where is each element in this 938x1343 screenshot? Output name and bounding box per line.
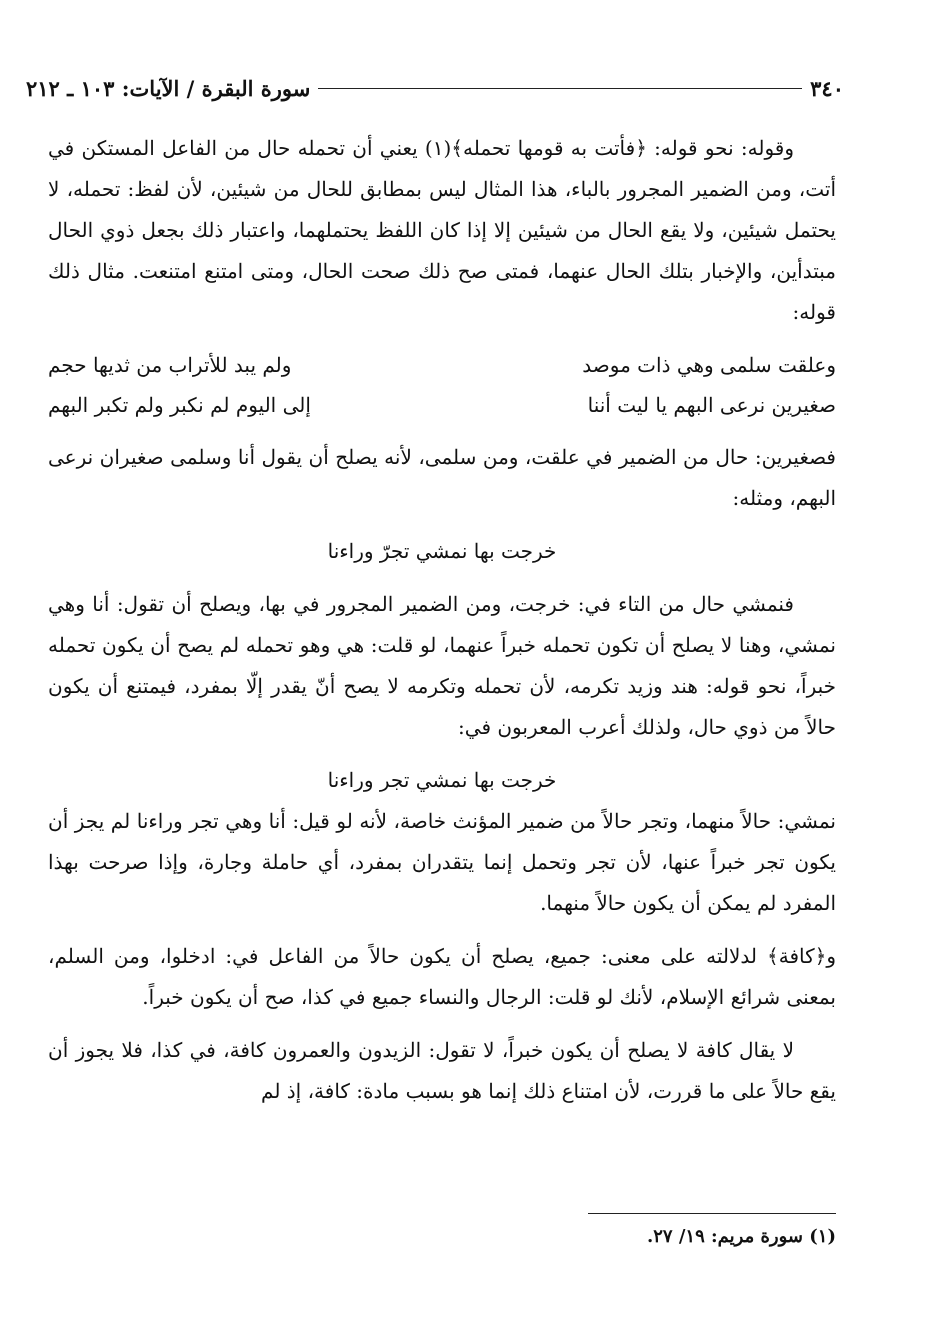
paragraph-2: فصغيرين: حال من الضمير في علقت، ومن سلمى، لأنه يصلح أن يقول أنا وسلمى صغيران نرعى البهم، ومثله: bbox=[48, 445, 836, 510]
verse-line-2 bbox=[48, 385, 836, 425]
verse-1-second-hemistich: ولم يبد للأتراب من ثديها حجم bbox=[48, 353, 292, 377]
verse-2-first-hemistich: صغيرين نرعى البهم يا ليت أننا bbox=[587, 393, 836, 417]
verse-1-first-hemistich: وعلقت سلمى وهي ذات موصد bbox=[582, 353, 836, 377]
paragraph-6: لا يقال كافة لا يصلح أن يكون خبراً، لا تقول: الزيدون والعمرون كافة، في كذا، فلا يجوز أن يقع حالاً على ما قررت، لأن امتناع ذلك إنما هو بسبب مادة: كافة، إذ لم bbox=[48, 1038, 836, 1103]
quoted-verse-1: خرجت بها نمشي تجرّ وراءنا bbox=[327, 539, 557, 563]
page-body bbox=[48, 128, 836, 1112]
header-rule bbox=[318, 88, 802, 89]
running-title: سورة البقرة / الآيات: ١٠٣ ـ ٢١٢ bbox=[26, 75, 311, 101]
paragraph-4: نمشي: حالاً منهما، وتجر حالاً من ضمير المؤنث خاصة، لأنه لو قيل: أنا وهي تجر وراءنا لم يجز أن يكون تجر خبراً عنها، لأن تجر وتحمل إنما يتقدران بمفرد، أي حاملة وجارة، وإذا صرحت بهذا المفرد لم يمكن أن يكون حالاً منهما. bbox=[48, 809, 836, 915]
verse-2-second-hemistich: إلى اليوم لم نكبر ولم تكبر البهم bbox=[48, 393, 311, 417]
page-header bbox=[26, 68, 844, 108]
paragraph-1: وقوله: نحو قوله: ﴿فأتت به قومها تحمله﴾(١) يعني أن تحمله حال من الفاعل المستكن في أتت، ومن الضمير المجرور بالباء، هذا المثال ليس بمطابق للحال من شيئين، لأن لفظ: تحمله، لا يحتمل شيئين، ولا يقع الحال من شيئين إلا إذا كان اللفظ يحتملهما، واعتبار ذلك بجعل ذوي الحال مبتدأين، والإخبار بتلك الحال عنهما، فمتى صح ذلك صحت الحال، ومتى امتنع امتنعت. مثال ذلك قوله: bbox=[48, 136, 836, 324]
paragraph-5: و﴿كافة﴾ لدلالته على معنى: جميع، يصلح أن يكون حالاً من الفاعل في: ادخلوا، ومن السلم، بمعنى شرائع الإسلام، لأنك لو قلت: الرجال والنساء جميع في كذا، صح أن يكون خبراً. bbox=[48, 944, 836, 1009]
verse-line-1 bbox=[48, 345, 836, 385]
footnote: (١) سورة مريم: ١٩/ ٢٧. bbox=[646, 1226, 836, 1247]
footnote-separator bbox=[588, 1213, 836, 1214]
page-number: ٣٤٠ bbox=[810, 75, 844, 101]
quoted-verse-2: خرجت بها نمشي تجر وراءنا bbox=[327, 768, 557, 792]
paragraph-3: فنمشي حال من التاء في: خرجت، ومن الضمير المجرور في بها، ويصلح أن تقول: أنا وهي نمشي، وهنا لا يصلح أن تكون تحمله خبراً عنهما، لو قلت: هي وهو تحمله لم يصح أن يكون تحمله خبراً، نحو قوله: هند وزيد تكرمه، لأن تحمله وتكرمه لا يصح أنّ يقدر إلّا بمفرد، فيمتنع أن يكون حالاً من ذوي حال، ولذلك أعرب المعربون في: bbox=[48, 592, 836, 739]
